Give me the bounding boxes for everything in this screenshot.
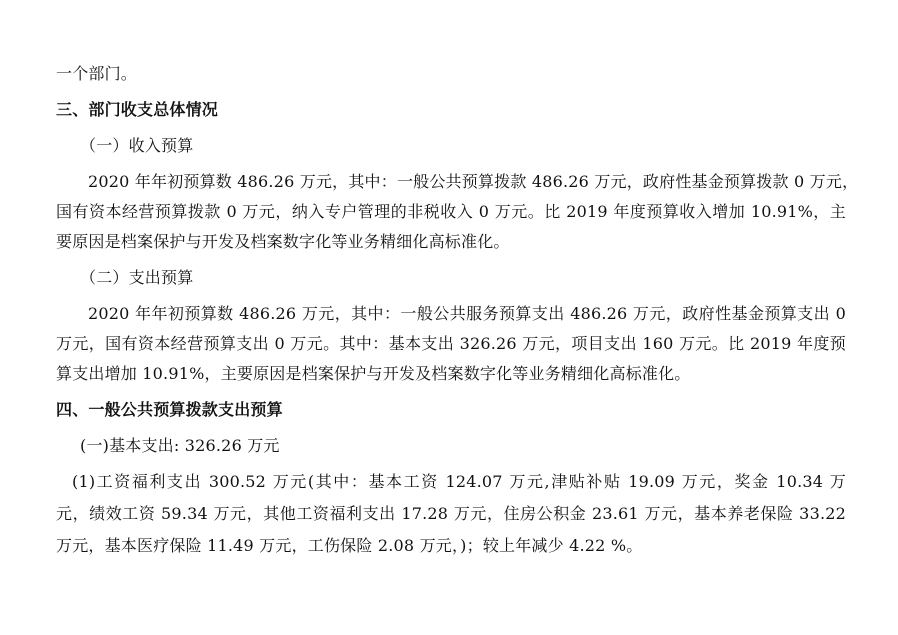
basic-expenditure-line: (一)基本支出: 326.26 万元: [80, 436, 280, 455]
income-paragraph-line-2: 国有资本经营预算拨款 0 万元，纳入专户管理的非税收入 0 万元。比 2019 年度预算收入增加 10.91%，主: [56, 202, 846, 221]
subsection-heading-expenditure: （二）支出预算: [80, 268, 194, 287]
salary-paragraph-line-2: 元，绩效工资 59.34 万元，其他工资福利支出 17.28 万元，住房公积金 23.61 万元，基本养老保险 33.22: [56, 504, 846, 523]
paragraph-line-continuation: 一个部门。: [56, 64, 138, 83]
salary-paragraph-line-1: (1)工资福利支出 300.52 万元(其中：基本工资 124.07 万元,津贴补贴 19.09 万元，奖金 10.34 万: [72, 472, 846, 491]
expenditure-paragraph-line-2: 万元，国有资本经营预算支出 0 万元。其中：基本支出 326.26 万元，项目支出 160 万元。比 2019 年度预: [56, 334, 846, 353]
expenditure-paragraph-line-1: 2020 年年初预算数 486.26 万元，其中：一般公共服务预算支出 486.26 万元，政府性基金预算支出 0: [88, 304, 846, 323]
expenditure-paragraph-line-3: 算支出增加 10.91%，主要原因是档案保护与开发及档案数字化等业务精细化高标准化。: [56, 364, 691, 383]
salary-paragraph-line-3: 万元，基本医疗保险 11.49 万元，工伤保险 2.08 万元，)；较上年减少 4.22 %。: [56, 536, 643, 555]
section-heading-4: 四、一般公共预算拨款支出预算: [56, 400, 283, 419]
income-paragraph-line-1: 2020 年年初预算数 486.26 万元，其中：一般公共预算拨款 486.26 万元，政府性基金预算拨款 0 万元，: [88, 172, 859, 191]
subsection-heading-income: （一）收入预算: [80, 136, 194, 155]
income-paragraph-line-3: 要原因是档案保护与开发及档案数字化等业务精细化高标准化。: [56, 232, 510, 251]
section-heading-3: 三、部门收支总体情况: [56, 100, 219, 119]
